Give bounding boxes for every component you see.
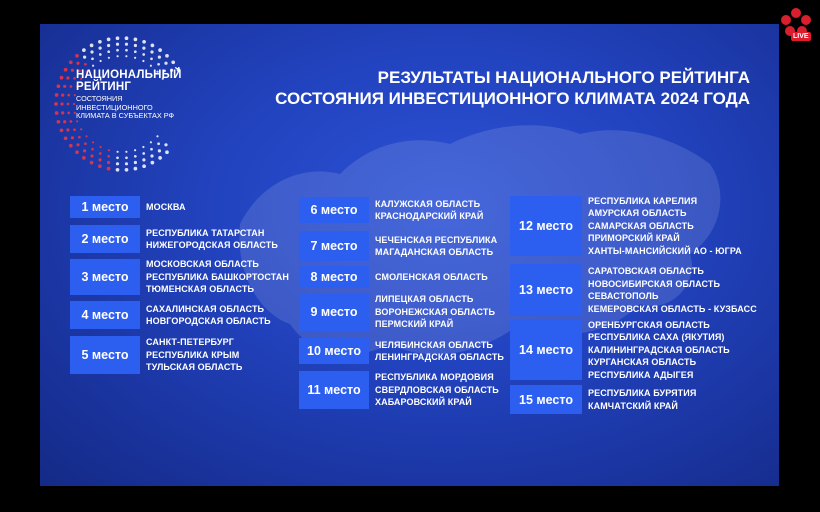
region-list: [375, 293, 495, 331]
region-list: [375, 271, 488, 284]
region-name: МАГАДАНСКАЯ ОБЛАСТЬ: [375, 247, 494, 257]
rank-row: [299, 231, 497, 261]
region-name: МОСКВА: [146, 201, 186, 212]
region-name: РЕСПУБЛИКА АДЫГЕЯ: [588, 369, 694, 380]
region-name: АМУРСКАЯ ОБЛАСТЬ: [588, 208, 687, 219]
region-name: КЕМЕРОВСКАЯ ОБЛАСТЬ - КУЗБАСС: [588, 303, 757, 314]
region-name: ЧЕЛЯБИНСКАЯ ОБЛАСТЬ: [375, 339, 493, 350]
region-list: [375, 234, 497, 259]
logo-title: НАЦИОНАЛЬНЫЙ РЕЙТИНГ: [76, 69, 182, 93]
region-list: [146, 227, 278, 252]
region-list: [588, 319, 730, 382]
rank-row: [70, 301, 271, 329]
rank-badge: 15 место: [510, 385, 582, 414]
region-name: ТЮМЕНСКАЯ ОБЛАСТЬ: [146, 284, 255, 295]
region-list: [588, 265, 757, 315]
rank-badge: 6 место: [299, 197, 369, 223]
rank-row: [70, 259, 289, 295]
region-name: КРАСНОДАРСКИЙ КРАЙ: [375, 211, 484, 221]
rank-badge: 10 место: [299, 338, 369, 364]
region-name: РЕСПУБЛИКА БУРЯТИЯ: [588, 388, 697, 398]
region-list: [588, 195, 742, 258]
rank-badge: 3 место: [70, 259, 140, 295]
rank-badge: 4 место: [70, 301, 140, 329]
rank-row: [70, 336, 242, 374]
region-name: ПЕРМСКИЙ КРАЙ: [375, 319, 454, 330]
rank-badge: 9 место: [299, 293, 369, 331]
region-name: КАМЧАТСКИЙ КРАЙ: [588, 400, 678, 411]
region-name: ОРЕНБУРГСКАЯ ОБЛАСТЬ: [588, 319, 710, 330]
region-name: РЕСПУБЛИКА МОРДОВИЯ: [375, 372, 494, 383]
rank-row: [510, 264, 757, 316]
rank-badge: 11 место: [299, 371, 369, 409]
region-list: [146, 258, 289, 296]
rank-row: [510, 385, 696, 414]
region-name: РЕСПУБЛИКА САХА (ЯКУТИЯ): [588, 332, 725, 343]
region-name: ПРИМОРСКИЙ КРАЙ: [588, 233, 680, 244]
region-name: ЛИПЕЦКАЯ ОБЛАСТЬ: [375, 294, 474, 305]
region-name: НОВОСИБИРСКАЯ ОБЛАСТЬ: [588, 278, 721, 289]
rank-row: [299, 266, 488, 288]
rank-badge: 13 место: [510, 264, 582, 316]
rank-row: [70, 225, 278, 253]
region-name: ВОРОНЕЖСКАЯ ОБЛАСТЬ: [375, 306, 496, 317]
rank-badge: 5 место: [70, 336, 140, 374]
region-name: РЕСПУБЛИКА БАШКОРТОСТАН: [146, 271, 289, 282]
region-list: [146, 201, 186, 214]
region-list: [146, 303, 271, 328]
live-badge: LIVE: [793, 33, 809, 40]
region-name: САРАТОВСКАЯ ОБЛАСТЬ: [588, 266, 704, 276]
rank-badge: 1 место: [70, 196, 140, 218]
region-list: [146, 336, 242, 374]
rank-badge: 12 место: [510, 196, 582, 256]
region-list: [588, 387, 696, 412]
region-name: САМАРСКАЯ ОБЛАСТЬ: [588, 220, 694, 231]
region-name: СВЕРДЛОВСКАЯ ОБЛАСТЬ: [375, 384, 499, 395]
rank-row: [299, 371, 499, 409]
region-name: СМОЛЕНСКАЯ ОБЛАСТЬ: [375, 271, 488, 282]
region-name: РЕСПУБЛИКА ТАТАРСТАН: [146, 227, 265, 238]
region-list: [375, 339, 504, 364]
region-name: СЕВАСТОПОЛЬ: [588, 291, 659, 301]
rank-badge: 7 место: [299, 231, 369, 261]
region-name: ХАНТЫ-МАНСИЙСКИЙ АО - ЮГРА: [588, 245, 742, 256]
logo-subtitle: СОСТОЯНИЯ ИНВЕСТИЦИОННОГО КЛИМАТА В СУБЪЕКТАХ РФ: [76, 94, 175, 120]
rank-row: [299, 197, 483, 223]
rank-badge: 14 место: [510, 320, 582, 380]
region-name: РЕСПУБЛИКА КРЫМ: [146, 349, 240, 360]
page-title: РЕЗУЛЬТАТЫ НАЦИОНАЛЬНОГО РЕЙТИНГА СОСТОЯНИЯ ИНВЕСТИЦИОННОГО КЛИМАТА 2024 ГОДА: [275, 68, 750, 108]
rank-row: [299, 338, 504, 364]
rank-row: [70, 196, 186, 218]
region-name: РЕСПУБЛИКА КАРЕЛИЯ: [588, 195, 698, 206]
region-list: [375, 371, 499, 409]
rank-badge: 2 место: [70, 225, 140, 253]
region-name: КАЛУЖСКАЯ ОБЛАСТЬ: [375, 198, 481, 209]
rank-row: [510, 196, 742, 256]
region-name: САНКТ-ПЕТЕРБУРГ: [146, 337, 234, 348]
region-name: МОСКОВСКАЯ ОБЛАСТЬ: [146, 259, 259, 270]
region-name: НОВГОРОДСКАЯ ОБЛАСТЬ: [146, 316, 271, 326]
rating-logo: [50, 32, 200, 172]
rank-row: [510, 320, 730, 380]
region-name: НИЖЕГОРОДСКАЯ ОБЛАСТЬ: [146, 240, 278, 250]
region-name: ЧЕЧЕНСКАЯ РЕСПУБЛИКА: [375, 234, 498, 245]
region-name: ЛЕНИНГРАДСКАЯ ОБЛАСТЬ: [375, 352, 504, 362]
region-name: ТУЛЬСКАЯ ОБЛАСТЬ: [146, 362, 243, 373]
region-name: ХАБАРОВСКИЙ КРАЙ: [375, 397, 472, 408]
region-name: КАЛИНИНГРАДСКАЯ ОБЛАСТЬ: [588, 344, 730, 355]
region-name: КУРГАНСКАЯ ОБЛАСТЬ: [588, 357, 697, 368]
slide: [40, 24, 779, 486]
rank-row: [299, 293, 495, 331]
region-list: [375, 198, 483, 223]
rank-badge: 8 место: [299, 266, 369, 288]
region-name: САХАЛИНСКАЯ ОБЛАСТЬ: [146, 303, 265, 314]
